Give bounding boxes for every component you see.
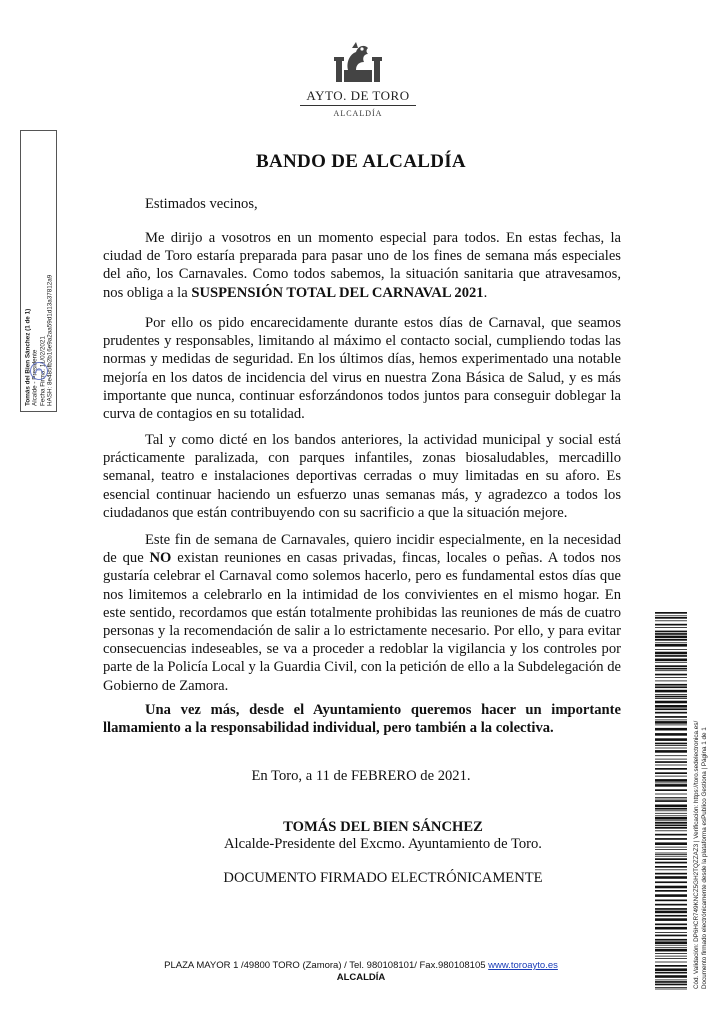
paragraph-4-start: Este fin de semana de Carnavales, quiero incidir especialmente, en la necesidad de que — [103, 532, 621, 567]
footer-department: ALCALDÍA — [336, 972, 386, 983]
paragraph-1-end: . — [483, 284, 488, 301]
paragraph-4-bold: NO — [149, 550, 172, 567]
place-date: En Toro, a 11 de FEBRERO de 2021. — [251, 768, 471, 784]
stamp-role: Alcalde - Presidente — [31, 349, 39, 406]
header-department: ALCALDÍA — [333, 109, 383, 118]
barcode-icon — [655, 612, 687, 992]
verification-block — [688, 612, 714, 992]
paragraph-3-text: Tal y como dicté en los bandos anteriores, la actividad municipal y social está prácticamente paralizada, con parques infantiles, zonas biosaludables, mercadillo semanal, teatro e instalaciones deportivas cerradas o muy limitadas en su aforo. Es esencial continuar haciendo un esfuerzo unas semanas más, y agradezco a todos los ciudadanos que están contribuyendo con su sacrificio a que la situación mejore. — [103, 432, 621, 521]
paragraph-5 — [103, 701, 621, 737]
paragraph-1-bold: SUSPENSIÓN TOTAL DEL CARNAVAL 2021 — [191, 284, 484, 301]
paragraph-5-text: Una vez más, desde el Ayuntamiento queremos hacer un importante llamamiento a la responsabilidad individual, pero también a la colectiva. — [103, 702, 621, 737]
coat-of-arms-icon — [322, 40, 394, 86]
paragraph-1-text: Me dirijo a vosotros en un momento especial para todos. En estas fechas, la ciudad de Toro estaría preparada para pasar uno de los fines de semana más especiales del año, los Carnavales. Como todos sabemos, la situación sanitaria que atravesamos, nos obliga a la — [103, 230, 621, 301]
paragraph-1 — [103, 229, 621, 302]
greeting: Estimados vecinos, — [145, 196, 258, 212]
footer — [0, 960, 722, 983]
footer-website-link[interactable]: www.toroayto.es — [488, 960, 558, 971]
stamp-hash: HASH: 8e485fb2b16e9a2aa59d1d13a37812a9 — [45, 274, 53, 406]
stamp-signer: Tomás del Bien Sánchez (1 de 1) — [23, 308, 31, 406]
paragraph-4 — [103, 531, 621, 695]
paragraph-3 — [103, 431, 621, 522]
paragraph-2 — [103, 314, 621, 423]
footer-address: PLAZA MAYOR 1 /49800 TORO (Zamora) / Tel. 980108101/ Fax.980108105 — [164, 960, 489, 971]
verification-code: Cód. Validación: DP6HCR749KNCZ5GH2TQZZAZ3 | Verificación: https://toro.sedelectronica.es/ — [693, 720, 701, 989]
paragraph-4-end: existan reuniones en casas privadas, fincas, locales o peñas. A todos nos gustaría celebrar el Carnaval como solemos hacerlo, pero es fundamental estos días que nos limitemos a celebrarlo en la intimidad de los convivientes en el mismo hogar. En este sentido, recordamos que están totalmente prohibidas las reuniones de más de cuatro personas y la recomendación de salir a lo estrictamente necesario. Por ello, y para evitar consecuencias indeseables, se va a proceder a redoblar la vigilancia y los controles por parte de la Policía Local y la Guardia Civil, con la petición de ello a la Subdelegación de Gobierno de Zamora. — [103, 550, 621, 694]
paragraph-2-text: Por ello os pido encarecidamente durante estos días de Carnaval, que seamos prudentes y responsables, limitando al máximo el contacto social, cumpliendo todas las normas y medidas de seguridad. En los últimos días, hemos experimentado una notable mejoría en los datos de incidencia del virus en nuestra Zona Básica de Salud, y es más importante que nunca, continuar esforzándonos todos juntos para conseguir doblegar la curva de contagios en su totalidad. — [103, 315, 621, 423]
seal-icon — [29, 361, 49, 381]
signer-name: TOMÁS DEL BIEN SÁNCHEZ — [283, 819, 483, 835]
page-title: BANDO DE ALCALDÍA — [256, 151, 466, 172]
brand-name: AYTO. DE TORO — [300, 88, 415, 106]
signature-note: DOCUMENTO FIRMADO ELECTRÓNICAMENTE — [223, 870, 543, 886]
verification-platform: Documento firmado electrónicamente desde la plataforma esPublico Gestiona | Página 1 de 1 — [701, 727, 708, 989]
signer-role: Alcalde-Presidente del Excmo. Ayuntamiento de Toro. — [224, 836, 542, 852]
header-logo — [298, 40, 418, 118]
stamp-date: Fecha Firma: 11/02/2021 — [38, 336, 46, 406]
